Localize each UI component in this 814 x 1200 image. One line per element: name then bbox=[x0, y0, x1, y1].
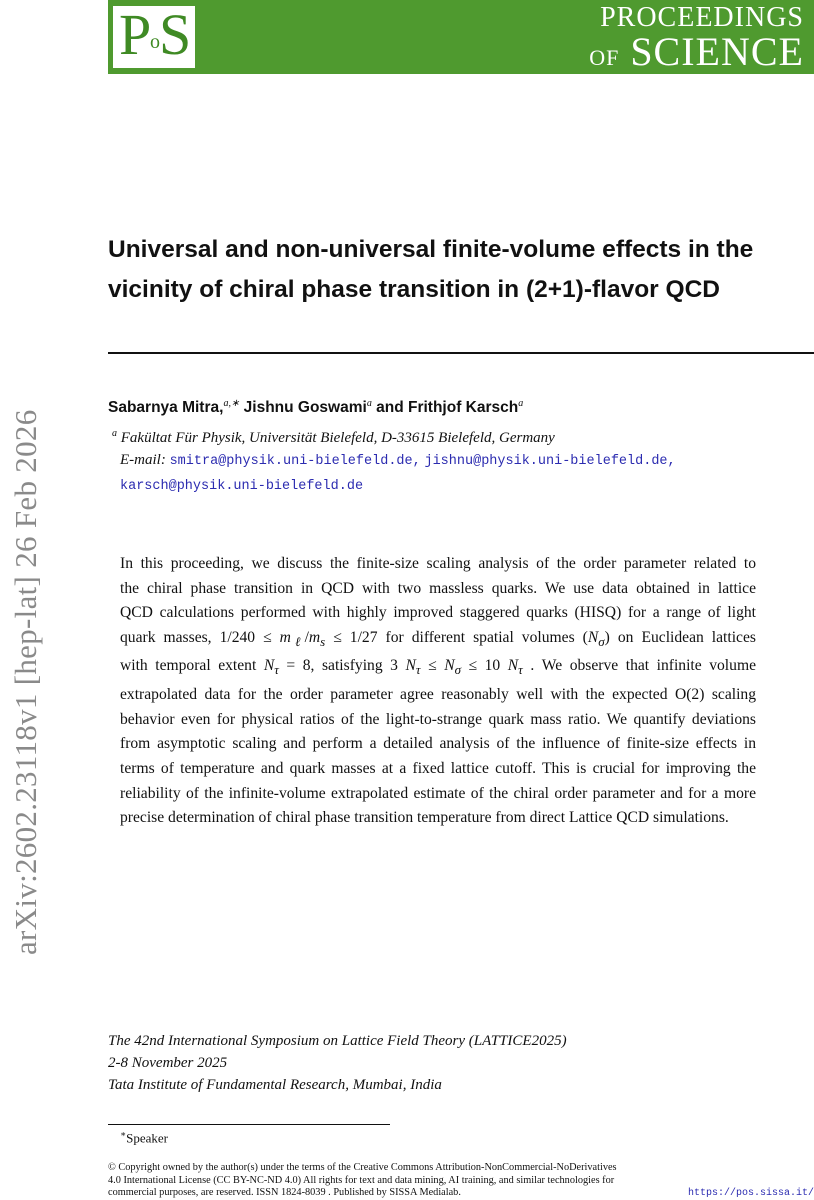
publisher-name-line1: PROCEEDINGS bbox=[600, 2, 804, 33]
abstract-line5-a: with temporal extent N bbox=[120, 657, 275, 675]
title-divider bbox=[108, 352, 814, 354]
logo-letter-o: o bbox=[150, 31, 160, 53]
abstract-line5-d: ≤ 10 N bbox=[461, 657, 519, 675]
email-label: E-mail: bbox=[120, 452, 166, 468]
conference-name: The 42nd International Symposium on Lattice Field Theory (LATTICE2025) bbox=[108, 1033, 567, 1049]
abstract-line4-b: /m bbox=[304, 628, 321, 646]
author-list bbox=[108, 398, 523, 417]
paper-title-line1: Universal and non-universal finite-volume effects in the bbox=[108, 236, 754, 263]
abstract-line: QCD calculations performed with highly improved staggered quarks (HISQ) for a range of light bbox=[120, 604, 756, 622]
pos-logo-inner bbox=[113, 2, 195, 68]
abstract-line: terms of temperature and quark masses at a fixed lattice cutoff. This is crucial for improving the bbox=[120, 759, 756, 777]
abstract-line: the chiral phase transition in QCD with two massless quarks. We use data obtained in lattice bbox=[120, 579, 756, 597]
abstract-line: In this proceeding, we discuss the finite-size scaling analysis of the order parameter related to bbox=[120, 555, 756, 572]
logo-letter-p: P bbox=[119, 2, 152, 67]
conference-dates: 2-8 November 2025 bbox=[108, 1055, 228, 1071]
logo-letter-s: S bbox=[159, 2, 192, 67]
abstract-line5-e: . We observe that infinite volume bbox=[522, 657, 756, 675]
email-link[interactable]: karsch@physik.uni-bielefeld.de bbox=[120, 479, 364, 494]
abstract-line4-a: quark masses, 1/240 ≤ m bbox=[120, 628, 291, 646]
paper-title-line2: vicinity of chiral phase transition in (2+1)-flavor QCD bbox=[108, 276, 720, 303]
email-line-2 bbox=[120, 477, 363, 494]
pos-logo[interactable] bbox=[108, 0, 200, 74]
abstract-line: behavior even for physical ratios of the light-to-strange quark mass ratio. We quantify deviations bbox=[120, 710, 756, 728]
affiliation bbox=[112, 428, 555, 447]
conference-info bbox=[108, 1030, 567, 1096]
conference-venue: Tata Institute of Fundamental Research, Mumbai, India bbox=[108, 1077, 442, 1093]
pos-site-link[interactable]: https://pos.sissa.it/ bbox=[687, 1188, 814, 1199]
abstract-line5-b: = 8, satisfying 3 N bbox=[278, 657, 416, 675]
footnote bbox=[120, 1129, 168, 1146]
email-link[interactable]: smitra@physik.uni-bielefeld.de, bbox=[169, 454, 421, 469]
author-name: and Frithjof Karsch bbox=[376, 399, 519, 417]
author-name: Jishnu Goswami bbox=[243, 399, 367, 417]
abstract-line: reliability of the infinite-volume extrapolated estimate of the chiral order parameter and for a more bbox=[120, 784, 756, 802]
paper-title bbox=[108, 230, 814, 310]
author-name: Sabarnya Mitra, bbox=[108, 399, 224, 417]
affiliation-sup: a bbox=[112, 428, 117, 439]
author-sup: a bbox=[518, 398, 524, 409]
abstract-line4-d: ) on Euclidean lattices bbox=[604, 628, 756, 646]
abstract-line-4: quark masses, $1/240 \le m_\ell/m_s \le 1/27$ for different spatial volumes $(N_\sigma)$ on Euclidean lattices bbox=[120, 628, 756, 649]
publisher-science: SCIENCE bbox=[630, 29, 804, 74]
header-banner bbox=[108, 0, 814, 74]
copyright-notice: © Copyright owned by the author(s) under the terms of the Creative Commons Attribution-NonCommercial-NoDerivatives 4.0 International License (CC BY-NC-ND 4.0) All rights for text and data mining, AI training, and similar technologies for commercial purposes, are reserved. ISSN 1824-8039 . Published by SISSA Medialab. bbox=[108, 1162, 617, 1198]
abstract bbox=[120, 552, 756, 831]
footnote-text: Speaker bbox=[126, 1130, 168, 1146]
abstract-line: precise determination of chiral phase transition temperature from direct Lattice QCD simulations. bbox=[120, 809, 729, 827]
author-sup: a bbox=[366, 398, 372, 409]
abstract-line4-c: ≤ 1/27 for different spatial volumes (N bbox=[325, 628, 599, 646]
affiliation-text: Fakültat Für Physik, Universität Bielefeld, D-33615 Bielefeld, Germany bbox=[120, 430, 555, 446]
publisher-name-line2 bbox=[589, 30, 804, 80]
abstract-line: extrapolated data for the order parameter agree reasonably well with the expected O(2) scaling bbox=[120, 686, 756, 704]
email-link[interactable]: jishnu@physik.uni-bielefeld.de, bbox=[424, 454, 676, 469]
footnote-mark: ∗ bbox=[120, 1129, 127, 1139]
email-line-1 bbox=[120, 452, 676, 469]
author-sup: a,∗ bbox=[223, 398, 240, 409]
abstract-line5-c: ≤ N bbox=[420, 657, 455, 675]
abstract-line: from asymptotic scaling and perform a detailed analysis of the influence of finite-size effects in bbox=[120, 735, 756, 753]
publisher-of: OF bbox=[589, 45, 620, 70]
abstract-line-5: with temporal extent $N_\tau = 8$, satisfying 3 $N_\tau \le N_\sigma \le 10$ $N_\tau$ . We observe that infinite volume bbox=[120, 657, 756, 678]
arxiv-identifier: arXiv:2602.23118v1 [hep-lat] 26 Feb 2026 bbox=[8, 409, 43, 955]
footnote-divider bbox=[108, 1124, 390, 1125]
